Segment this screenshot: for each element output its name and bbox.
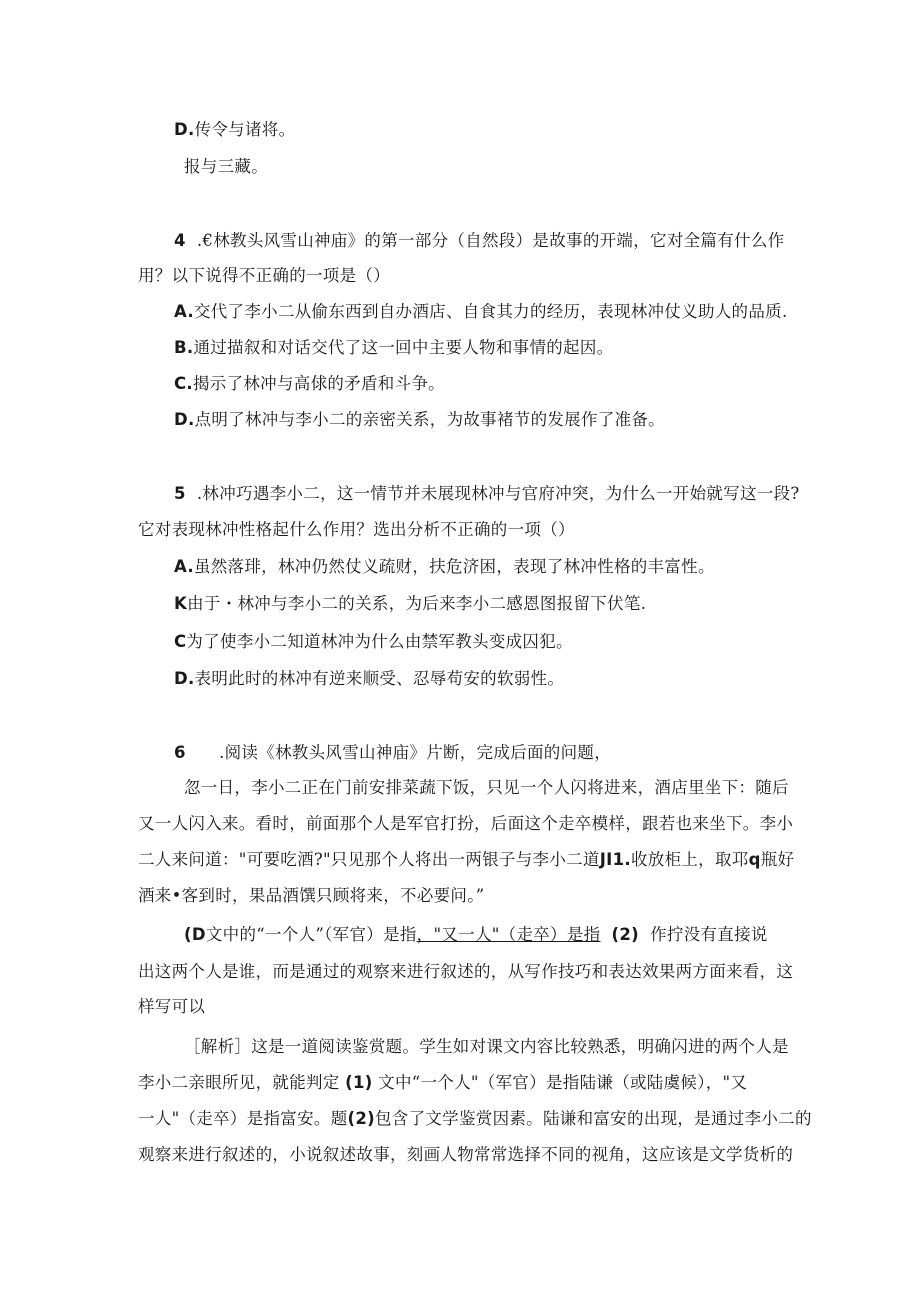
analysis-text: 文中“一个人"（军官）是指陆谦（或陆虞候），"又 bbox=[378, 1073, 748, 1092]
option-text: 为了使李小二知道林冲为什么由禁军教头变成囚犯。 bbox=[186, 632, 573, 651]
option-letter: D. bbox=[174, 410, 195, 429]
analysis-line-4: 观察来进行叙述的，小说叙述故事，刻画人物常常选择不同的视角，这应该是文学货析的 bbox=[138, 1145, 794, 1164]
passage-text: 二人来问道："可要吃酒?"只见那个人将出一两银子与李小二道 bbox=[138, 850, 600, 869]
question-text: (2) bbox=[611, 925, 640, 944]
question-stem: .阅读《林教头风雪山神庙》片断，完成后面的问题， bbox=[219, 743, 612, 762]
question-stem: .€林教头风雪山神庙》的第一部分（自然段）是故事的开端，它对全篇有什么作 bbox=[196, 231, 785, 250]
question-text: (D bbox=[184, 925, 206, 944]
analysis-line-3 bbox=[138, 1107, 812, 1131]
question-number: 6 bbox=[174, 743, 186, 762]
passage-text: 瓶好 bbox=[760, 850, 795, 869]
analysis-text: (1) bbox=[345, 1073, 373, 1092]
question-text: 作拧没有直接说 bbox=[650, 925, 768, 944]
q3-option-d bbox=[174, 118, 295, 142]
q6-question-line-1 bbox=[184, 923, 768, 947]
q3-extra-line: 报与三藏。 bbox=[184, 157, 268, 176]
option-letter: B. bbox=[174, 338, 194, 357]
question-number: 4 bbox=[174, 231, 186, 250]
option-text: 传令与诸将。 bbox=[194, 120, 296, 139]
passage-text: q bbox=[748, 850, 761, 869]
q4-option-d bbox=[174, 408, 665, 432]
analysis-text: (2) bbox=[347, 1109, 375, 1128]
analysis-line-2 bbox=[138, 1071, 747, 1095]
option-letter: C bbox=[174, 632, 187, 651]
question-number: 5 bbox=[174, 484, 186, 503]
option-letter: C. bbox=[174, 374, 193, 393]
option-text: 点明了林冲与李小二的亲密关系，为故事褚节的发展作了准备。 bbox=[194, 410, 665, 429]
q6-passage-line-4: 酒来•客到时，果品酒馔只顾将来，不必要问。” bbox=[138, 886, 485, 905]
analysis-text: 包含了文学鉴赏因素。陆谦和富安的出现，是通过李小二的 bbox=[374, 1109, 812, 1128]
option-text: 通过描叙和对话交代了这一回中主要人物和事情的起因。 bbox=[193, 338, 614, 357]
q5-option-d bbox=[174, 667, 564, 691]
option-letter: D. bbox=[174, 120, 195, 139]
option-text: 由于・林冲与李小二的关系，为后来李小二感恩图报留下伏笔. bbox=[187, 594, 647, 613]
option-letter: A. bbox=[174, 302, 194, 321]
passage-text: 收放柜上，取邛 bbox=[630, 850, 749, 869]
q4-stem-line-1 bbox=[174, 229, 784, 253]
question-text: ，"又一人"（走卒）是指 bbox=[416, 925, 601, 944]
analysis-line-1: ［解析］这是一道阅读鉴赏题。学生如对课文内容比较熟悉，明确闪进的两个人是 bbox=[184, 1037, 789, 1056]
q5-stem-line-2: 它对表现林冲性格起什么作用？选出分析不正确的一项（） bbox=[138, 520, 575, 539]
option-letter: A. bbox=[174, 557, 194, 576]
q4-option-b bbox=[174, 336, 613, 360]
q6-question-line-3: 样写可以 bbox=[138, 997, 206, 1016]
option-text: 交代了李小二从偷东西到自办酒店、自食其力的经历，表现林冲仗义助人的品质. bbox=[193, 302, 788, 321]
q5-stem-line-1 bbox=[174, 482, 800, 506]
q4-option-c bbox=[174, 372, 445, 396]
question-text: 文中的“一个人”（军官）是指 bbox=[205, 925, 417, 944]
passage-text: JI1. bbox=[599, 850, 631, 869]
q5-option-a bbox=[174, 555, 715, 579]
option-text: 表明此时的林冲有逆来顺受、忍辱苟安的软弱性。 bbox=[194, 669, 565, 688]
q4-stem-line-2: 用？以下说得不正确的一项是（） bbox=[138, 266, 390, 285]
q6-question-line-2: 出这两个人是谁，而是通过的观察来进行叙述的，从写作技巧和表达效果两方面来看，这 bbox=[138, 962, 794, 981]
q6-passage-line-3 bbox=[138, 848, 794, 872]
q6-passage-line-1: 忽一日，李小二正在门前安排菜蔬下饭，只见一个人闪将进来，酒店里坐下：随后 bbox=[184, 778, 789, 797]
option-letter: K bbox=[174, 594, 188, 613]
q5-option-b bbox=[174, 592, 646, 616]
option-letter: D. bbox=[174, 669, 195, 688]
q4-option-a bbox=[174, 300, 788, 324]
option-text: 虽然落琲，林冲仍然仗义疏财，扶危济困，表现了林冲性格的丰富性。 bbox=[193, 557, 715, 576]
question-stem: .林冲巧遇李小二，这一情节并未展现林冲与官府冲突，为什么一开始就写这一段? bbox=[196, 484, 800, 503]
analysis-text: 李小二亲眼所见，就能判定 bbox=[138, 1073, 340, 1092]
option-text: 揭示了林冲与高俅的矛盾和斗争。 bbox=[192, 374, 445, 393]
q6-stem bbox=[174, 741, 611, 765]
q5-option-c bbox=[174, 630, 573, 654]
analysis-text: 一人"（走卒）是指富安。题 bbox=[138, 1109, 348, 1128]
q6-passage-line-2: 又一人闪入来。看时，前面那个人是军官打扮，后面这个走卒模样，跟若也来坐下。李小 bbox=[138, 814, 794, 833]
